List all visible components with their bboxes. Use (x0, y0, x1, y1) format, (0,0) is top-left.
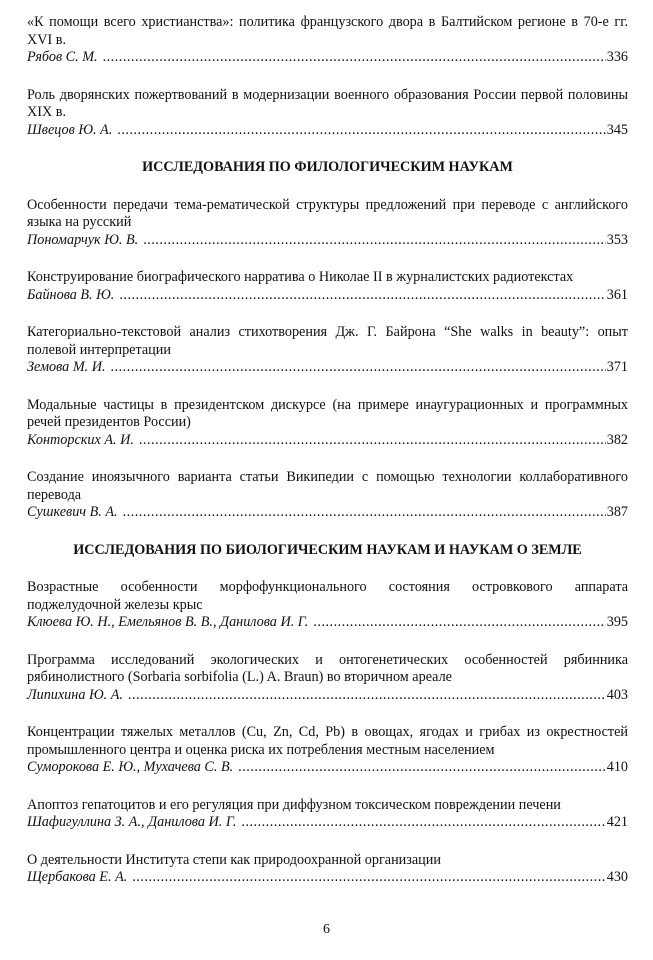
toc-entry[interactable] (27, 197, 628, 250)
entry-page-number: 395 (606, 614, 628, 630)
entry-page-number: 430 (606, 869, 628, 885)
entry-title: О деятельности Института степи как природоохранной организации (27, 851, 441, 868)
author-line (27, 49, 628, 67)
toc-entry[interactable] (27, 87, 628, 140)
entry-author: Щербакова Е. А. (27, 869, 128, 885)
dot-leader (119, 287, 605, 305)
toc-entry[interactable] (27, 852, 628, 887)
entry-title: Апоптоз гепатоцитов и его регуляция при диффузном токсическом повреждении печени (27, 796, 561, 813)
author-line (27, 432, 628, 450)
dot-leader (111, 359, 606, 377)
toc-entry[interactable] (27, 324, 628, 377)
author-line (27, 687, 628, 705)
dot-leader (313, 614, 605, 632)
entry-author: Липихина Ю. А. (27, 686, 123, 703)
entry-page-number: 387 (606, 504, 628, 520)
toc-entry[interactable] (27, 14, 628, 67)
entry-title: Модальные частицы в президентском дискурсе (на примере инаугурационных и программных речей президентов России) (27, 396, 628, 430)
author-line (27, 287, 628, 305)
dot-leader (143, 232, 606, 250)
section-heading: ИССЛЕДОВАНИЯ ПО ФИЛОЛОГИЧЕСКИМ НАУКАМ (142, 159, 513, 175)
entry-title: Создание иноязычного варианта статьи Википедии с помощью технологии коллаборативного перевода (27, 469, 628, 503)
entry-author: Земова М. И. (27, 359, 106, 375)
entry-page-number: 353 (606, 231, 628, 248)
dot-leader (238, 759, 606, 777)
author-line (27, 614, 628, 632)
dot-leader (123, 504, 606, 522)
entry-page-number: 345 (606, 121, 628, 138)
entry-page-number: 382 (606, 431, 628, 448)
entry-title: Концентрации тяжелых металлов (Cu, Zn, Cd, Pb) в овощах, ягодах и грибах из окрестностей промышленного центра и оценка риска их потребления местным населением (27, 724, 628, 758)
toc-entry[interactable] (27, 652, 628, 705)
table-of-contents (27, 14, 628, 907)
entry-author: Пономарчук Ю. В. (27, 231, 139, 248)
entry-page-number: 371 (606, 359, 628, 375)
entry-author: Конторских А. И. (27, 431, 134, 448)
dot-leader (241, 814, 605, 832)
toc-entry[interactable] (27, 724, 628, 777)
entry-title: Роль дворянских пожертвований в модернизации военного образования России первой половины XIX в. (27, 86, 628, 120)
dot-leader (132, 869, 605, 887)
author-line (27, 814, 628, 832)
page-number: 6 (323, 922, 330, 937)
section-heading: ИССЛЕДОВАНИЯ ПО БИОЛОГИЧЕСКИМ НАУКАМ И НАУКАМ О ЗЕМЛЕ (73, 541, 582, 558)
entry-page-number: 336 (606, 49, 628, 65)
dot-leader (128, 687, 606, 705)
author-line (27, 359, 628, 377)
entry-page-number: 421 (606, 814, 628, 830)
dot-leader (117, 122, 605, 140)
dot-leader (139, 432, 606, 450)
entry-author: Рябов С. М. (27, 49, 98, 65)
author-line (27, 759, 628, 777)
entry-page-number: 410 (606, 759, 628, 775)
dot-leader (103, 49, 606, 67)
entry-title: «К помощи всего христианства»: политика французского двора в Балтийском регионе в 70-е гг. XVI в. (27, 14, 628, 48)
entry-author: Швецов Ю. А. (27, 121, 113, 138)
entry-page-number: 361 (606, 286, 628, 303)
toc-entry[interactable] (27, 469, 628, 522)
author-line (27, 122, 628, 140)
entry-author: Сушкевич В. А. (27, 504, 118, 520)
toc-entry[interactable] (27, 269, 628, 304)
toc-entry[interactable] (27, 579, 628, 632)
entry-author: Суморокова Е. Ю., Мухачева С. В. (27, 759, 234, 775)
entry-author: Клюева Ю. Н., Емельянов В. В., Данилова И. Г. (27, 614, 309, 630)
entry-title: Категориально-текстовой анализ стихотворения Дж. Г. Байрона “She walks in beauty”: опыт полевой интерпретации (27, 324, 628, 358)
entry-title: Особенности передачи тема-рематической структуры предложений при переводе с английского языка на русский (27, 196, 628, 230)
author-line (27, 232, 628, 250)
entry-title: Программа исследований экологических и онтогенетических особенностей рябинника рябинолистного (Sorbaria sorbifolia (L.) A. Braun) во вторичном ареале (27, 651, 628, 685)
entry-author: Байнова В. Ю. (27, 286, 115, 303)
entry-title: Конструирование биографического нарратива о Николае II в журналистских радиотекстах (27, 269, 574, 285)
author-line (27, 504, 628, 522)
entry-title: Возрастные особенности морфофункционального состояния островкового аппарата поджелудочной железы крыс (27, 579, 628, 613)
toc-entry[interactable] (27, 397, 628, 450)
entry-author: Шафигуллина З. А., Данилова И. Г. (27, 814, 237, 830)
toc-entry[interactable] (27, 797, 628, 832)
entry-page-number: 403 (606, 686, 628, 703)
author-line (27, 869, 628, 887)
